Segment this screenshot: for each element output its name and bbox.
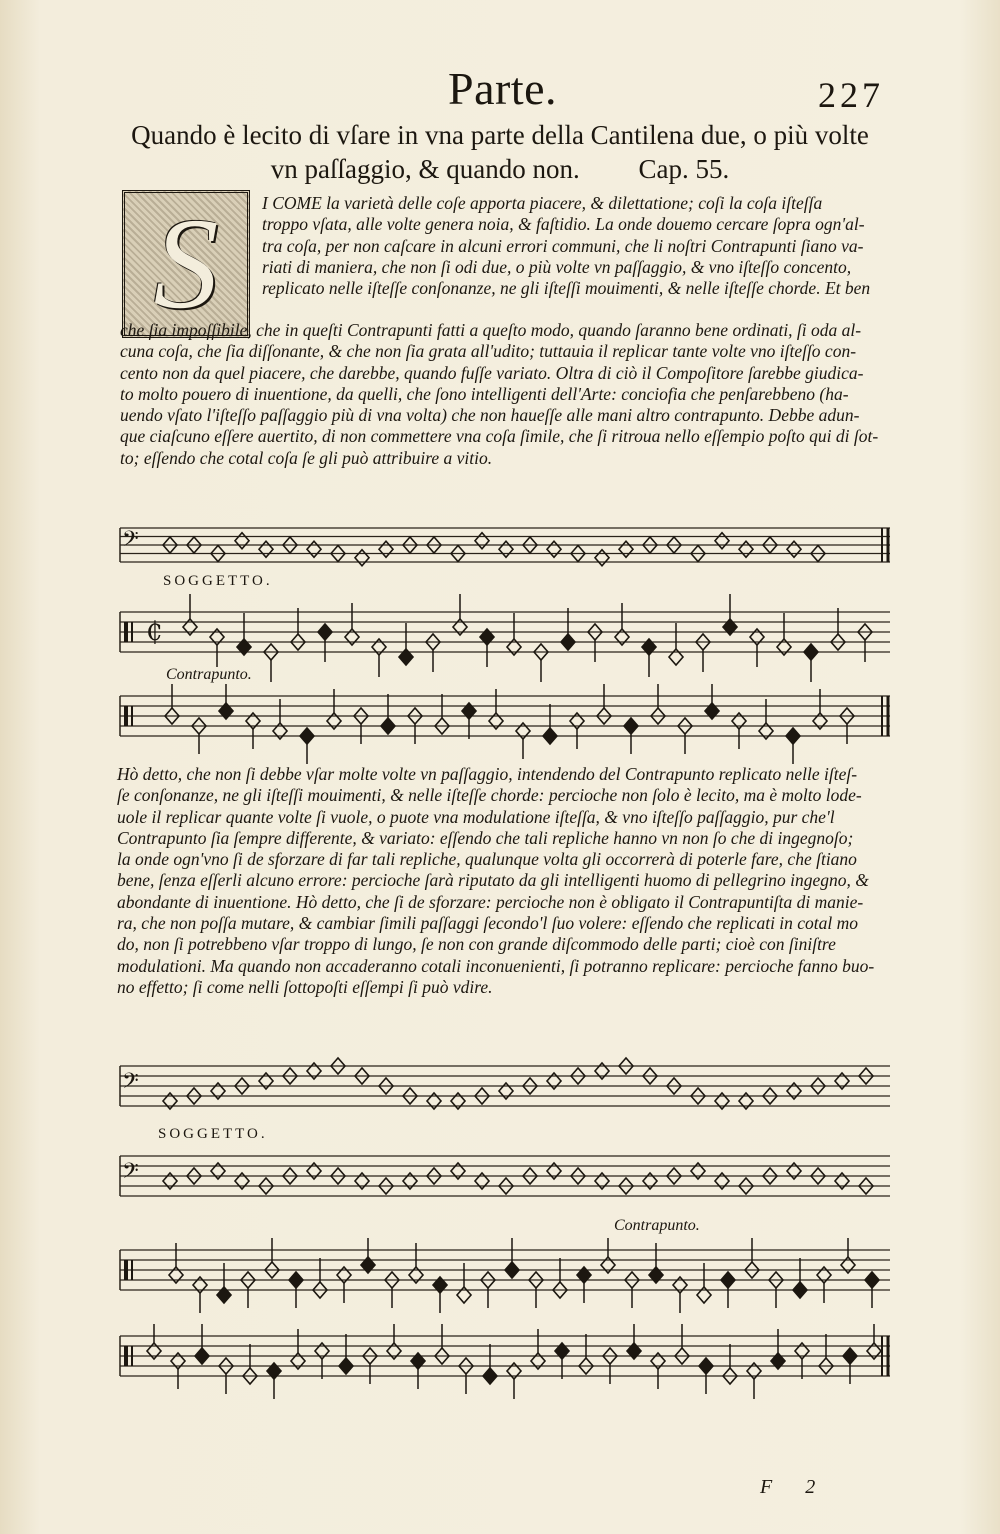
text-line: uendo vſato l'iſteſſo paſſaggio più di vna volta) che non haueſſe alle mani altro contrapunto. Debbe adun- [120, 405, 860, 426]
music-staff [0, 1238, 1000, 1320]
music-staff [0, 1144, 1000, 1226]
note-head [786, 728, 800, 744]
paragraph-1-opening [262, 193, 882, 299]
note-head [259, 541, 273, 557]
text-line: la onde ogn'vno ſi de sforzare di far tali repliche, qualunque volta gli occorrerà di poterle fare, che ſtiano [117, 849, 857, 870]
decorated-initial [122, 190, 250, 338]
text-line: to; eſſendo che cotal coſa ſe gli può attribuire a vitio. [120, 447, 493, 468]
note-head [843, 1348, 857, 1364]
note-head [793, 1282, 807, 1298]
note-head [195, 1348, 209, 1364]
c-clef-icon [124, 1346, 128, 1366]
text-line: cuna coſa, che ſia diſſonante, & che non ſia grata all'udito; tuttauia il replicar tante volte vno iſteſſo con- [120, 341, 857, 362]
chapter-heading [120, 118, 880, 186]
text-line: tra coſa, per non caſcare in alcuni errori communi, che li noſtri Contrapunti ſiano va- [262, 235, 864, 256]
paragraph-2 [117, 764, 887, 998]
note-head [499, 541, 513, 557]
text-line: Hò detto, che non ſi debbe vſar molte volte vn paſſaggio, intendendo del Contrapunto replicato nelle iſteſ- [117, 764, 858, 784]
c-clef-icon [124, 706, 128, 726]
bass-clef-icon: 𝄢 [122, 527, 139, 558]
note-head [865, 1272, 879, 1288]
note-head [739, 541, 753, 557]
text-line: ſe conſonanze, ne gli iſteſſi mouimenti, & nelle iſteſſe chorde: percioche non ſolo è lecito, ma è molto lode- [117, 785, 862, 806]
note-head [505, 1262, 519, 1278]
c-clef-icon [131, 1346, 133, 1366]
note-head [300, 728, 314, 744]
text-line: bene, ſenza eſſerli alcuno errore: percioche ſarà riputato da gli intelligenti huomo di pellegrino ingegno, & [117, 870, 869, 891]
chapter-heading-text: vn paſſaggio, & quando non. [270, 154, 580, 184]
note-head [379, 541, 393, 557]
text-line: cento non da quel piacere, che darebbe, quando fuſſe variato. Oltra di ciò il Compoſitore ſarebbe giudica- [120, 362, 864, 383]
soggetto-label: SOGGETTO. [163, 573, 273, 589]
chapter-heading-line1: Quando è lecito di vſare in vna parte della Cantilena due, o più volte [131, 120, 869, 150]
note-head [318, 624, 332, 640]
note-head [483, 1368, 497, 1384]
note-head [547, 541, 561, 557]
c-clef-icon [124, 1260, 128, 1280]
contrapunto-label: Contrapunto. [614, 1217, 700, 1234]
music-staff [0, 520, 1000, 580]
note-head [715, 533, 729, 549]
note-head [339, 1358, 353, 1374]
text-line: que ciaſcuno eſſere auertito, di non commettere vna coſa ſimile, che ſi ritroua nello eſſempio poſto qui di ſot- [120, 426, 879, 447]
note-head [543, 728, 557, 744]
note-head [595, 550, 609, 566]
music-staff [0, 1052, 1000, 1128]
text-line: I COME la varietà delle coſe apporta piacere, & dilettatione; coſi la coſa iſteſſa [262, 193, 823, 213]
chapter-heading-line2 [120, 152, 880, 186]
text-line: che ſia impoſſibile, che in queſti Contrapunti fatti a queſto modo, quando ſaranno bene ordinati, ſi oda al- [120, 320, 862, 340]
note-head [699, 1358, 713, 1374]
note-head [721, 1272, 735, 1288]
text-line: do, non ſi potrebbeno vſar troppo di lungo, ſe non con grande diſcommodo delle parti; cioè con ſiniſtre [117, 934, 836, 955]
note-head [289, 1272, 303, 1288]
note-head [355, 550, 369, 566]
music-staff [0, 594, 1000, 684]
text-line: to molto pouero di inuentione, da quelli, che ſono intelligenti dell'Arte: conciofia che penſarebbeno (ha- [120, 383, 849, 404]
text-line: modulationi. Ma quando non accaderanno cotali inconuenienti, ſi potranno replicare: percioche fanno buo- [117, 955, 875, 976]
note-head [235, 533, 249, 549]
text-line: uole il replicar quante volte ſi vuole, o puote vna modulatione iſteſſa, & vno iſteſſo paſſaggio, pur che'l [117, 806, 835, 827]
running-title: Parte. [448, 63, 558, 114]
c-clef-icon [131, 622, 133, 642]
note-head [619, 541, 633, 557]
page-number: 227 [818, 75, 884, 115]
music-staff [0, 1324, 1000, 1406]
note-head [381, 718, 395, 734]
note-head [561, 634, 575, 650]
note-head [787, 541, 801, 557]
music-staff [0, 684, 1000, 768]
contrapunto-label: Contrapunto. [166, 666, 252, 683]
note-head [624, 718, 638, 734]
text-line: no effetto; ſi come nelli ſottopoſti eſſempi ſi può vdire. [117, 976, 493, 997]
c-clef-icon [131, 706, 133, 726]
note-head [804, 644, 818, 660]
note-head [475, 533, 489, 549]
c-clef-icon [124, 622, 128, 642]
note-head [307, 541, 321, 557]
text-line: riati di maniera, che non ſi odi due, o più volte vn paſſaggio, & vno iſteſſo concento, [262, 256, 852, 277]
bass-clef-icon: 𝄢 [122, 1069, 139, 1099]
text-line: Contrapunto ſia ſempre differente, & variato: eſſendo che tali repliche hanno vn non ſo che di ingegnoſo; [117, 827, 854, 848]
initial-letter: S [153, 192, 219, 336]
soggetto-label: SOGGETTO. [158, 1126, 268, 1142]
c-clef-icon [131, 1260, 133, 1280]
text-line: replicato nelle iſteſſe conſonanze, ne gli iſteſſi mouimenti, & nelle iſteſſe chorde. Et ben [262, 278, 871, 299]
text-line: troppo vſata, alle volte genera noia, & faſtidio. La onde douemo cercare ſopra ogn'al- [262, 214, 865, 235]
bass-clef-icon: 𝄢 [122, 1159, 139, 1189]
paragraph-1-body [120, 320, 882, 469]
text-line: abondante di inuentione. Hò detto, che ſi de sforzare: percioche non è obligato il Contrapuntiſta di manie- [117, 891, 864, 912]
chapter-number: Cap. 55. [638, 154, 730, 184]
signature-mark: F 2 [760, 1476, 830, 1498]
text-line: ra, che non poſſa mutare, & cambiar ſimili paſſaggi ſecondo'l ſuo volere: eſſendo che replicati in cotal mo [117, 913, 859, 934]
time-signature-icon: ₵ [146, 617, 163, 647]
